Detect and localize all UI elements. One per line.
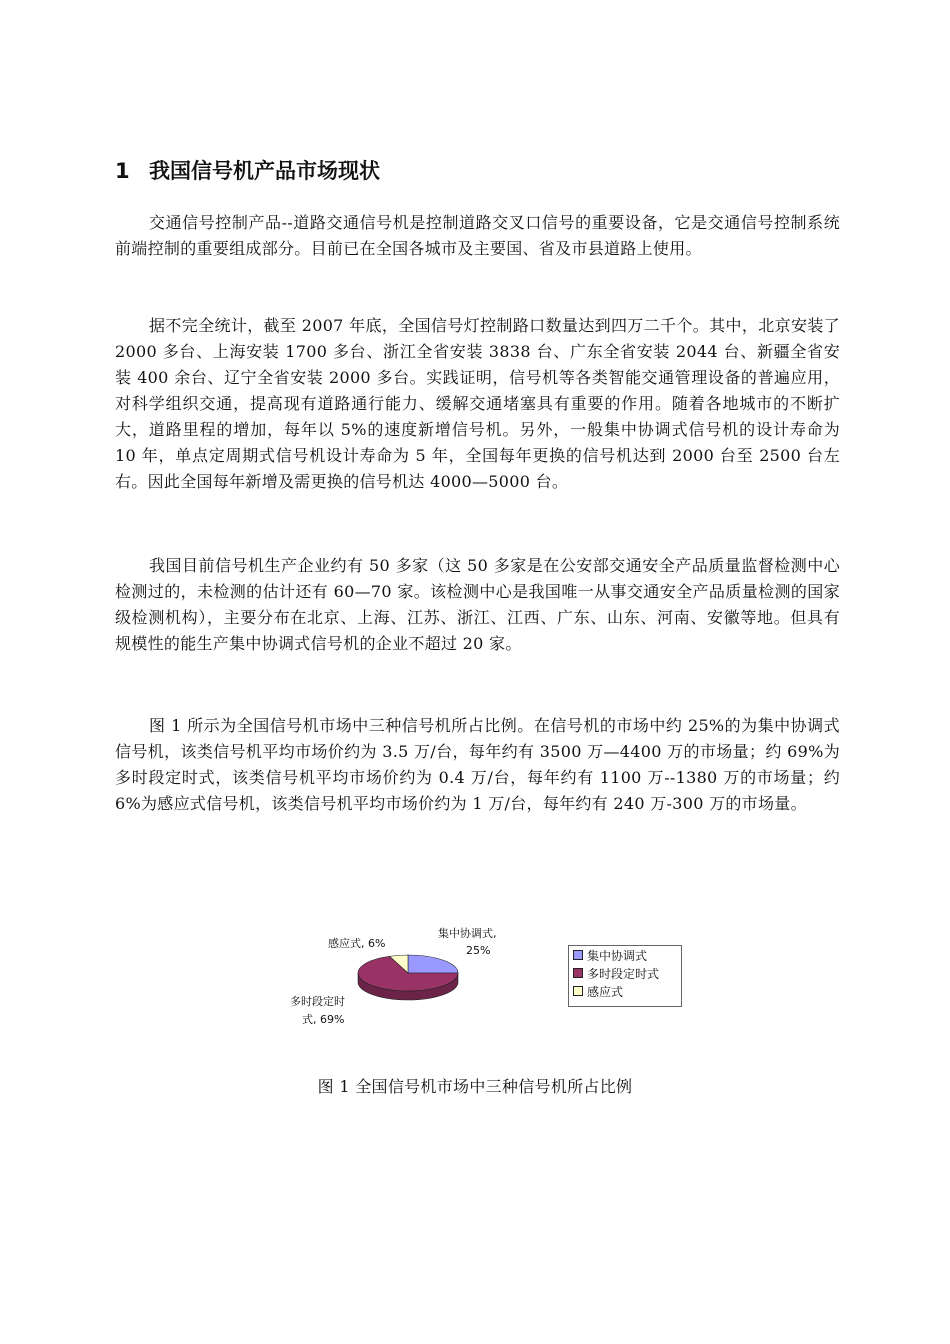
paragraph-statistics: 据不完全统计，截至 2007 年底，全国信号灯控制路口数量达到四万二千个。其中，北京安装了 2000 多台、上海安装 1700 多台、浙江全省安装 3838 台、广东全省安装 2044 台、新疆全省安装 400 余台、辽宁全省安装 2000 多台。实践证明，信号机等各类智能交通管理设备的普遍应用，对科学组织交通，提高现有道路通行能力、缓解交通堵塞具有重要的作用。随着各地城市的不断扩大，道路里程的增加，每年以 5%的速度新增信号机。另外，一般集中协调式信号机的设计寿命为 10 年，单点定周期式信号机设计寿命为 5 年，全国每年更换的信号机达到 2000 台至 2500 台左右。因此全国每年新增及需更换的信号机达 4000—5000 台。 <box>115 316 840 491</box>
legend-item <box>569 964 681 982</box>
pie-chart-figure <box>280 915 700 1035</box>
section-number: 1 <box>115 159 130 183</box>
section-title: 我国信号机产品市场现状 <box>149 159 380 183</box>
legend-swatch <box>573 950 583 960</box>
legend-label: 感应式 <box>587 984 624 999</box>
legend-label: 集中协调式 <box>587 948 648 963</box>
section-heading <box>115 155 835 187</box>
slice-label-centralized-line1: 集中协调式, <box>438 927 497 940</box>
pie-slice-centralized <box>408 955 458 973</box>
legend-swatch <box>573 968 583 978</box>
slice-label-multiperiod-line1: 多时段定时 <box>290 995 345 1008</box>
slice-label-centralized-line2: 25% <box>466 944 491 957</box>
legend-item <box>569 982 681 1000</box>
slice-label-inductive: 感应式, 6% <box>328 937 386 950</box>
paragraph-intro: 交通信号控制产品--道路交通信号机是控制道路交叉口信号的重要设备，它是交通信号控制系统前端控制的重要组成部分。目前已在全国各城市及主要国、省及市县道路上使用。 <box>115 213 840 258</box>
paragraph-market-share: 图 1 所示为全国信号机市场中三种信号机所占比例。在信号机的市场中约 25%的为集中协调式信号机，该类信号机平均市场价约为 3.5 万/台，每年约有 3500 万—4400 万的市场量；约 69%为多时段定时式，该类信号机平均市场价约为 0.4 万/台，每年约有 1100 万--1380 万的市场量；约 6%为感应式信号机，该类信号机平均市场价约为 1 万/台，每年约有 240 万-300 万的市场量。 <box>115 716 840 813</box>
chart-legend <box>568 945 682 1007</box>
paragraph-manufacturers: 我国目前信号机生产企业约有 50 多家（这 50 多家是在公安部交通安全产品质量监督检测中心检测过的，未检测的估计还有 60—70 家。该检测中心是我国唯一从事交通安全产品质量检测的国家级检测机构），主要分布在北京、上海、江苏、浙江、江西、广东、山东、河南、安徽等地。但具有规模性的能生产集中协调式信号机的企业不超过 20 家。 <box>115 556 840 653</box>
legend-label: 多时段定时式 <box>587 966 660 981</box>
pie-chart <box>280 915 560 1035</box>
slice-label-multiperiod-line2: 式, 69% <box>302 1013 345 1026</box>
figure-caption: 图 1 全国信号机市场中三种信号机所占比例 <box>317 1077 633 1096</box>
legend-swatch <box>573 986 583 996</box>
legend-item <box>569 946 681 964</box>
